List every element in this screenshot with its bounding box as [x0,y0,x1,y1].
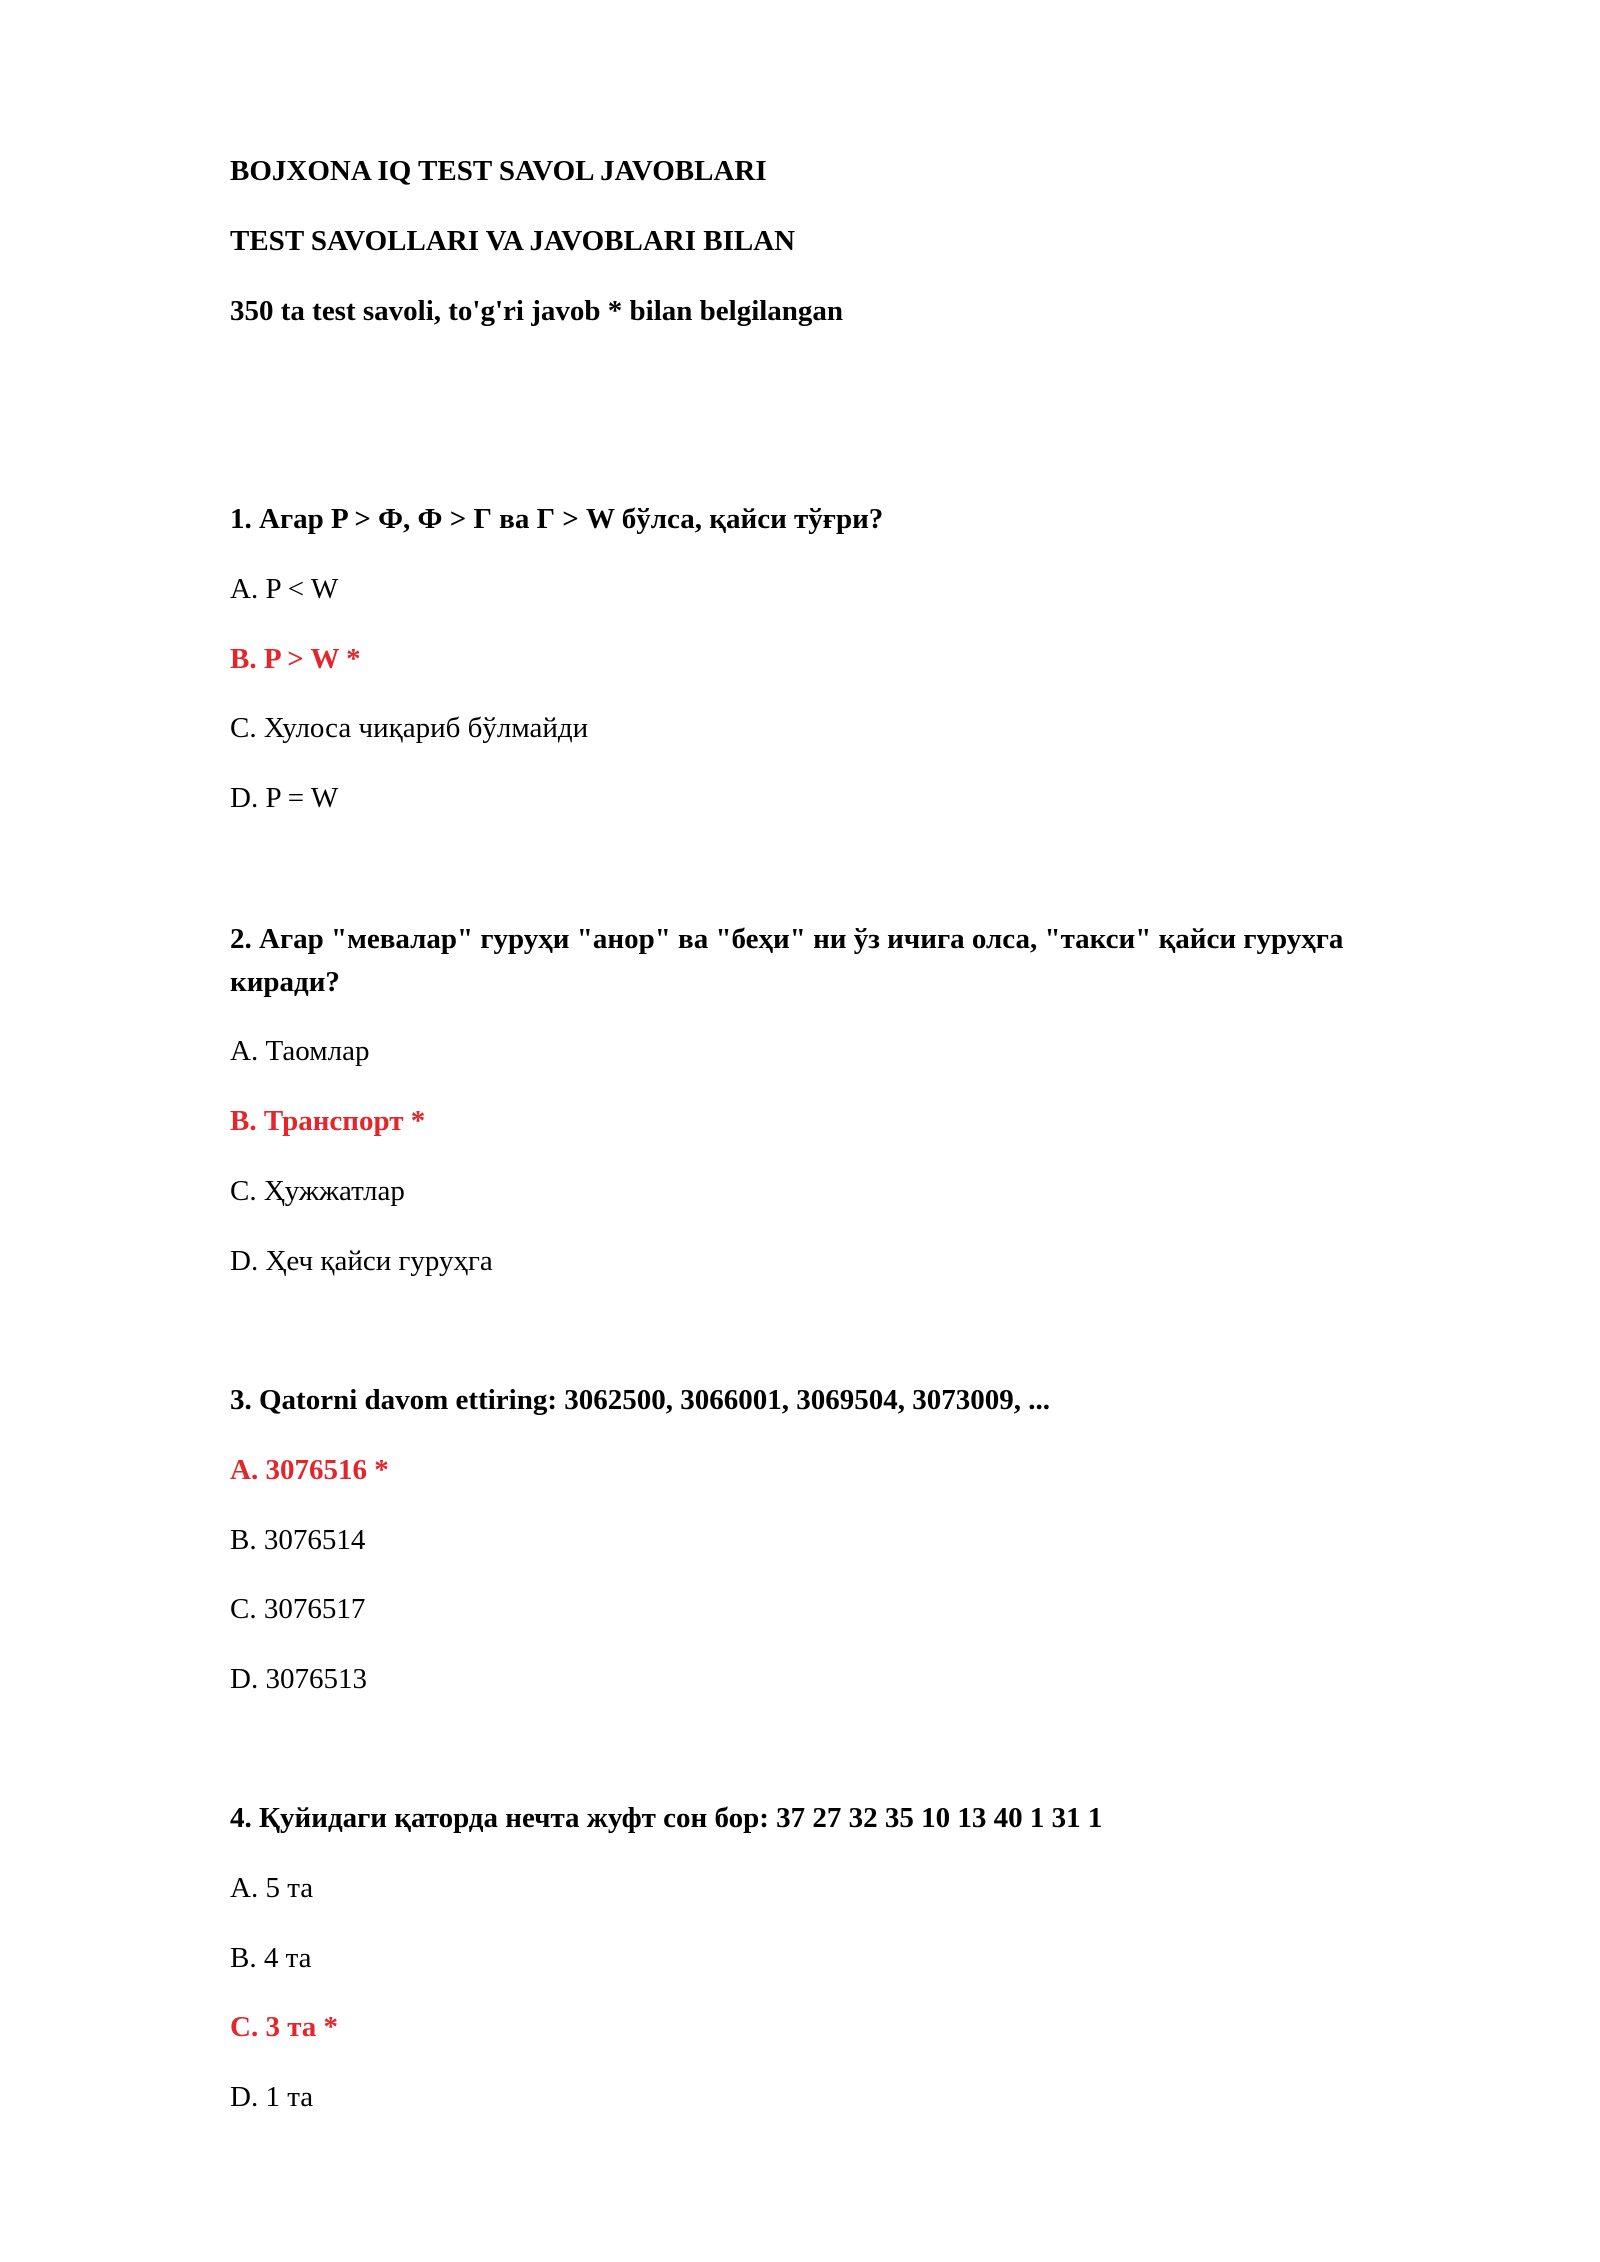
answer-option-correct: A. 3076516 * [230,1454,389,1486]
answer-option: D. 1 та [230,2081,314,2113]
answer-option: D. 3076513 [230,1663,367,1695]
answer-option: C. Хулоса чиқариб бўлмайди [230,712,589,744]
question-text-continued: киради? [230,966,340,998]
question-text: 2. Агар "мевалар" гуруҳи "анор" ва "беҳи" ни ўз ичига олса, "такси" қайси гуруҳга [230,923,1344,955]
answer-option: D. Ҳеч қайси гуруҳга [230,1245,493,1277]
answer-option-correct: B. P > W * [230,643,361,675]
answer-option: C. 3076517 [230,1593,366,1625]
answer-option: D. P = W [230,782,339,814]
answer-option: A. P < W [230,573,339,605]
answer-option: B. 3076514 [230,1524,366,1556]
question-text: 1. Агар P > Ф, Ф > Г ва Г > W бўлса, қайси тўғри? [230,503,884,535]
document-title: BOJXONA IQ TEST SAVOL JAVOBLARI [230,155,767,187]
document-subtitle: TEST SAVOLLARI VA JAVOBLARI BILAN [230,225,796,257]
answer-option: B. 4 та [230,1942,312,1974]
answer-option: A. Таомлар [230,1035,370,1067]
question-text: 3. Qatorni davom ettiring: 3062500, 3066001, 3069504, 3073009, ... [230,1384,1051,1416]
answer-option: C. Ҳужжатлар [230,1175,405,1207]
document-note: 350 ta test savoli, to'g'ri javob * bilan belgilangan [230,295,844,327]
answer-option: A. 5 та [230,1872,314,1904]
answer-option-correct: C. 3 та * [230,2011,339,2043]
answer-option-correct: B. Транспорт * [230,1105,426,1137]
question-text: 4. Қуйидаги қаторда нечта жуфт сон бор: 37 27 32 35 10 13 40 1 31 1 [230,1802,1103,1834]
